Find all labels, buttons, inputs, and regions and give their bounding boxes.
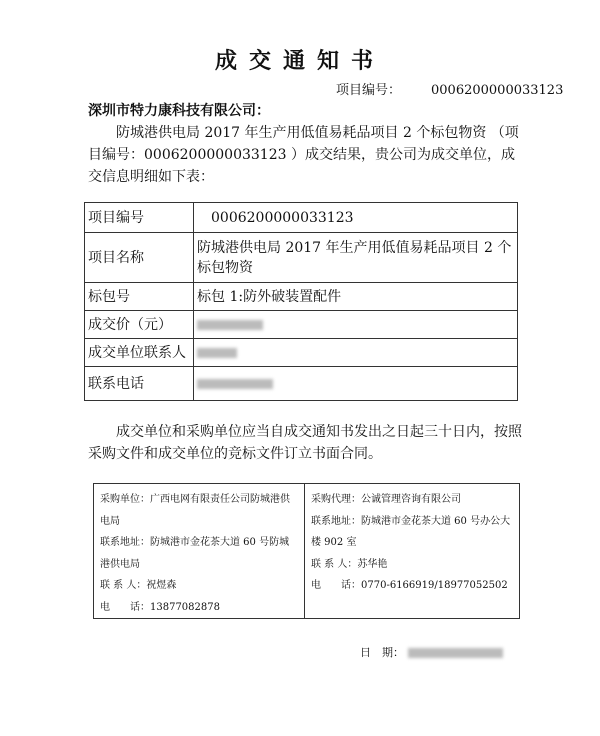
row-label: 标包号 xyxy=(85,283,194,311)
agent-contact: 联 系 人：苏华艳 xyxy=(311,558,388,570)
row-value: 0006200000033123 xyxy=(194,203,518,233)
row-label: 成交价（元） xyxy=(85,311,194,339)
buyer-phone: 电 话：13877082878 xyxy=(100,601,220,613)
row-label: 成交单位联系人 xyxy=(85,339,194,367)
table-row xyxy=(85,339,518,367)
row-value: 防城港供电局 2017 年生产用低值易耗品项目 2 个标包物资 xyxy=(194,233,518,283)
parties-box xyxy=(93,483,520,619)
table-row xyxy=(85,203,518,233)
row-label: 项目编号 xyxy=(85,203,194,233)
redacted-contact xyxy=(194,339,518,367)
table-row xyxy=(85,283,518,311)
document-title: 成交通知书 xyxy=(214,48,385,74)
date-label: 日 期： xyxy=(360,646,404,659)
agent-address: 联系地址：防城港市金花茶大道 60 号办公大楼 902 室 xyxy=(311,515,511,548)
contract-paragraph: 成交单位和采购单位应当自成交通知书发出之日起三十日内，按照采购文件和成交单位的竞标文件订立书面合同。 xyxy=(88,424,522,462)
buyer-info xyxy=(94,484,305,618)
agent-phone: 电 话：0770-6166919/18977052502 xyxy=(311,580,508,591)
intro-paragraph: 防城港供电局 2017 年生产用低值易耗品项目 2 个标包物资 （项目编号：0006200000033123 ）成交结果，贵公司为成交单位，成交信息明细如下表： xyxy=(88,125,519,185)
table-row xyxy=(85,311,518,339)
row-value: 标包 1:防外破装置配件 xyxy=(194,283,518,311)
redacted-phone xyxy=(194,367,518,401)
table-row xyxy=(85,367,518,401)
recipient-company: 深圳市特力康科技有限公司： xyxy=(88,103,270,119)
buyer-contact: 联 系 人：祝煜森 xyxy=(100,580,177,591)
table-row xyxy=(85,233,518,283)
project-number-label: 项目编号： xyxy=(336,83,402,98)
date-line xyxy=(360,644,503,660)
buyer-unit: 采购单位：广西电网有限责任公司防城港供电局 xyxy=(100,494,290,527)
agent-unit: 采购代理：公诚管理咨询有限公司 xyxy=(311,494,461,505)
project-number-line xyxy=(336,79,563,98)
buyer-address: 联系地址：防城港市金花茶大道 60 号防城港供电局 xyxy=(100,537,290,570)
redacted-date xyxy=(408,648,503,658)
project-number: 0006200000033123 xyxy=(431,83,564,98)
redacted-price xyxy=(194,311,518,339)
row-label: 项目名称 xyxy=(85,233,194,283)
agent-info xyxy=(305,484,519,618)
row-label: 联系电话 xyxy=(85,367,194,401)
deal-info-table xyxy=(84,202,518,401)
